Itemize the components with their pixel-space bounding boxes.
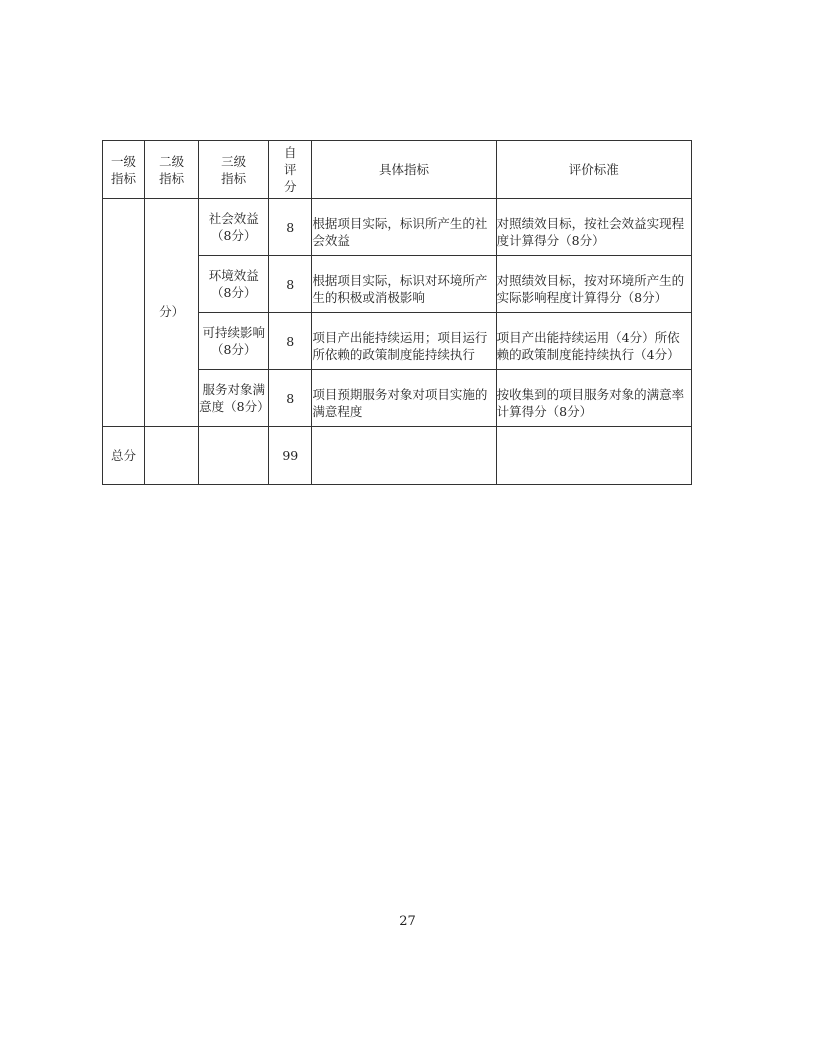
level1-cell (103, 199, 145, 427)
indicator-cell: 项目预期服务对象对项目实施的满意程度 (312, 370, 496, 427)
header-level3: 三级指标 (199, 141, 269, 199)
level3-cell: 社会效益（8分） (199, 199, 269, 256)
criteria-cell: 对照绩效目标，按社会效益实现程度计算得分（8分） (496, 199, 691, 256)
total-empty-cell (199, 427, 269, 485)
criteria-cell: 对照绩效目标，按对环境所产生的实际影响程度计算得分（8分） (496, 256, 691, 313)
score-cell: 8 (269, 313, 312, 370)
header-self-score: 自评分 (269, 141, 312, 199)
header-level2: 二级指标 (145, 141, 199, 199)
indicator-cell: 项目产出能持续运用；项目运行所依赖的政策制度能持续执行 (312, 313, 496, 370)
indicator-cell: 根据项目实际，标识所产生的社会效益 (312, 199, 496, 256)
total-row (103, 427, 692, 485)
evaluation-table (102, 140, 692, 485)
header-criteria: 评价标准 (496, 141, 691, 199)
total-score: 99 (269, 427, 312, 485)
level3-cell: 服务对象满意度（8分） (199, 370, 269, 427)
criteria-cell: 项目产出能持续运用（4分）所依赖的政策制度能持续执行（4分） (496, 313, 691, 370)
level3-cell: 环境效益（8分） (199, 256, 269, 313)
score-cell: 8 (269, 370, 312, 427)
page-number: 27 (399, 914, 416, 929)
total-empty-cell (496, 427, 691, 485)
score-cell: 8 (269, 256, 312, 313)
header-level1: 一级指标 (103, 141, 145, 199)
criteria-cell: 按收集到的项目服务对象的满意率计算得分（8分） (496, 370, 691, 427)
score-cell: 8 (269, 199, 312, 256)
total-empty-cell (145, 427, 199, 485)
level2-continuation-cell: 分） (145, 199, 199, 427)
total-empty-cell (312, 427, 496, 485)
total-label: 总分 (103, 427, 145, 485)
table-row (103, 199, 692, 256)
header-indicator: 具体指标 (312, 141, 496, 199)
table-header-row (103, 141, 692, 199)
level3-cell: 可持续影响（8分） (199, 313, 269, 370)
indicator-cell: 根据项目实际，标识对环境所产生的积极或消极影响 (312, 256, 496, 313)
